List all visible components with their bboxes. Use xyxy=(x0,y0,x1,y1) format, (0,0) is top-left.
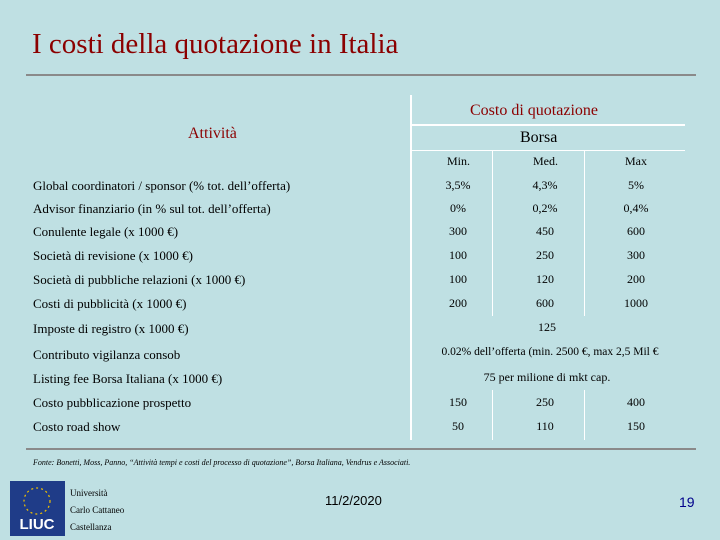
cell-med: 120 xyxy=(536,272,554,286)
row-label: Costo road show xyxy=(33,419,121,434)
cell-min: 150 xyxy=(449,395,467,409)
slide-title: I costi della quotazione in Italia xyxy=(32,28,399,60)
university-line: Castellanza xyxy=(70,522,112,532)
cell-min: 100 xyxy=(449,272,467,286)
row-label: Società di pubbliche relazioni (x 1000 €) xyxy=(33,272,246,287)
row-label: Costo pubblicazione prospetto xyxy=(33,395,192,410)
cell-med: 0,2% xyxy=(532,201,558,215)
cell-med: 600 xyxy=(536,296,554,310)
table-horizontal-line xyxy=(410,150,685,151)
merged-cell: 75 per milione di mkt cap. xyxy=(483,370,611,384)
cell-min: 200 xyxy=(449,296,467,310)
university-name xyxy=(70,485,124,536)
table-column-divider xyxy=(492,390,493,440)
cell-max: 300 xyxy=(627,248,645,262)
cell-med: 450 xyxy=(536,224,554,238)
exchange-header: Borsa xyxy=(520,129,558,146)
table-horizontal-line xyxy=(410,124,685,126)
cell-max: 200 xyxy=(627,272,645,286)
cell-min: 300 xyxy=(449,224,467,238)
table-column-divider xyxy=(584,390,585,440)
row-label: Imposte di registro (x 1000 €) xyxy=(33,321,189,336)
cell-med: 110 xyxy=(536,419,554,433)
row-label: Listing fee Borsa Italiana (x 1000 €) xyxy=(33,371,223,386)
slide-date: 11/2/2020 xyxy=(325,493,382,508)
merged-cell: 0.02% dell’offerta (min. 2500 €, max 2,5 Mil € xyxy=(441,346,659,358)
cell-min: 50 xyxy=(452,419,464,433)
column-header-med: Med. xyxy=(533,154,558,168)
cell-max: 5% xyxy=(628,178,644,192)
cell-max: 0,4% xyxy=(623,201,649,215)
row-label: Costi di pubblicità (x 1000 €) xyxy=(33,296,187,311)
university-line: Carlo Cattaneo xyxy=(70,505,125,515)
svg-text:LIUC: LIUC xyxy=(19,516,55,533)
cost-group-header: Costo di quotazione xyxy=(470,102,598,119)
cell-min: 100 xyxy=(449,248,467,262)
liuc-logo xyxy=(10,481,65,536)
university-line: Università xyxy=(70,488,108,498)
row-label: Conulente legale (x 1000 €) xyxy=(33,224,179,239)
cell-max: 600 xyxy=(627,224,645,238)
table-column-divider xyxy=(492,151,493,316)
row-label: Global coordinatori / sponsor (% tot. dell’offerta) xyxy=(33,178,291,193)
footer-divider xyxy=(26,448,696,450)
cell-max: 1000 xyxy=(624,296,648,310)
table-vertical-line xyxy=(410,95,412,440)
cell-max: 400 xyxy=(627,395,645,409)
title-divider xyxy=(26,74,696,76)
cell-max: 150 xyxy=(627,419,645,433)
cell-min: 0% xyxy=(450,201,466,215)
column-header-min: Min. xyxy=(447,154,471,168)
activity-header: Attività xyxy=(188,125,237,142)
cell-med: 4,3% xyxy=(532,178,558,192)
table-column-divider xyxy=(584,151,585,316)
cell-min: 3,5% xyxy=(445,178,471,192)
cell-med: 250 xyxy=(536,248,554,262)
merged-cell: 125 xyxy=(538,320,556,334)
row-label: Advisor finanziario (in % sul tot. dell’offerta) xyxy=(33,201,271,216)
page-number: 19 xyxy=(679,494,695,510)
row-label: Contributo vigilanza consob xyxy=(33,347,181,362)
source-note: Fonte: Bonetti, Moss, Panno, “Attività tempi e costi del processo di quotazione”, Borsa Italiana, Vendrus e Associati. xyxy=(33,458,411,467)
cell-med: 250 xyxy=(536,395,554,409)
column-header-max: Max xyxy=(625,154,647,168)
row-label: Società di revisione (x 1000 €) xyxy=(33,248,193,263)
